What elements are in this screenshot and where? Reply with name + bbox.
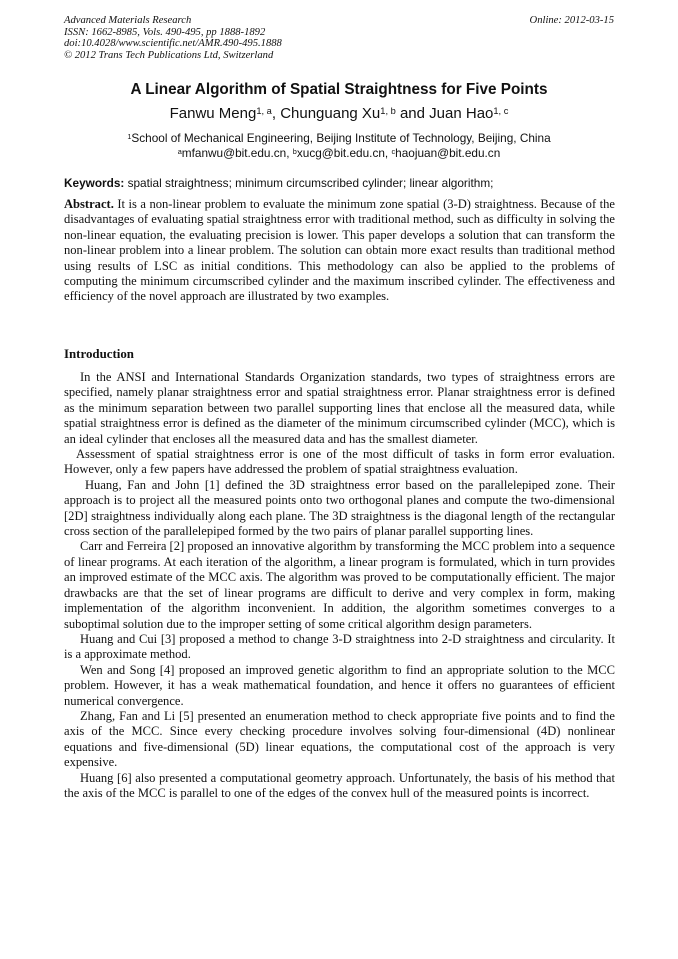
abstract-label: Abstract. [64,197,114,211]
keywords-label: Keywords: [64,176,125,190]
author-name: Juan Hao [429,105,494,122]
email-address: xucg@bit.edu.cn [296,146,385,160]
abstract-paragraph [64,197,615,305]
issn-line: ISSN: 1662-8985, Vols. 490-495, pp 1888-1892 [64,26,266,38]
email-separator: , [286,146,293,160]
keywords [64,175,624,191]
doi-line: doi:10.4028/www.scientific.net/AMR.490-495.1888 [64,38,282,50]
affiliation-text: School of Mechanical Engineering, Beijing Institute of Technology, Beijing, China [131,131,551,145]
email-mark: c [391,146,396,156]
introduction-body [64,370,615,801]
author-separator: , [271,105,281,122]
paper-title: A Linear Algorithm of Spatial Straightness for Five Points [130,81,548,98]
author-name: Chunguang Xu [280,105,381,122]
author-affil-mark: 1, a [256,105,272,116]
intro-paragraph: Wen and Song [4] proposed an improved genetic algorithm to find an appropriate solution to the MCC problem. However, it has a weak mathematical foundation, and hence it offers no guarantees of efficient numerical convergence. [64,662,615,708]
email-mark: a [177,146,182,156]
email-address: haojuan@bit.edu.cn [395,146,501,160]
keywords-text: spatial straightness; minimum circumscribed cylinder; linear algorithm; [127,176,494,190]
affiliation [0,131,678,146]
email-separator: , [384,146,392,160]
journal-header [64,15,282,61]
intro-paragraph: Huang and Cui [3] proposed a method to change 3-D straightness into 2-D straightness and circularity. It is a approximate method. [64,631,615,662]
author-name: Fanwu Meng [169,105,257,122]
online-date: Online: 2012-03-15 [529,15,614,26]
intro-paragraph: Carr and Ferreira [2] proposed an innovative algorithm by transforming the MCC problem into a sequence of linear programs. At each iteration of the algorithm, a linear program is formulated, which in turn provides an improved estimate of the MCC axis. The algorithm was proved to be computationally efficient. The major drawbacks are that the set of linear programs are difficult to derive and very complex in form, making implementation of the algorithm inconvenient. In addition, the algorithm sometimes converges to a suboptimal solution due to the improper setting of some critical algorithm design parameters. [64,539,615,631]
affiliation-mark: 1 [127,131,132,141]
abstract-text: It is a non-linear problem to evaluate the minimum zone spatial (3-D) straightness. Because of the disadvantages of evaluating spatial straightness error with traditional method, such as difficulty in solving the non-linear equation, the evaluating precision is lower. This paper develops a solution that can transform the non-linear problem into a linear problem. The solution can obtain more exact results than traditional method using results of LSC as initial conditions. This methodology can also be applied to the problems of computing the minimum circumscribed cylinder and the maximum inscribed cylinder. The effectiveness and efficiency of the novel approach are illustrated by two examples. [64,197,615,304]
section-heading: Introduction [64,347,134,361]
author-affil-mark: 1, b [380,105,396,116]
intro-paragraph: Huang, Fan and John [1] defined the 3D straightness error based on the parallelepiped zone. Their approach is to project all the measured points onto two orthogonal planes and compute the two-dimensional [2D] straightness individually along each plane. The 3D straightness is the diagonal length of the rectangular cross section of the parallelepiped formed by the two pairs of planar parallel supporting lines. [64,477,615,539]
copyright-line: © 2012 Trans Tech Publications Ltd, Switzerland [64,49,274,61]
abstract [64,197,615,305]
author-separator: and [395,105,430,122]
intro-paragraph: In the ANSI and International Standards Organization standards, two types of straightness errors are specified, namely planar straightness error and spatial straightness error. Planar straightness error is defined as the minimum separation between two parallel supporting lines that enclose all the measured data, while spatial straightness error is defined as the diameter of the minimum circumscribed cylinder (MCC), which is an ideal cylinder that encloses all the measured data and has the smallest diameter. [64,370,615,446]
author-affil-mark: 1, c [493,105,509,116]
email-address: mfanwu@bit.edu.cn [181,146,287,160]
email-line [0,146,678,161]
intro-paragraph: Zhang, Fan and Li [5] presented an enumeration method to check appropriate five points and to find the axis of the MCC. Since every checking procedure involves solving four-dimensional (4D) nonlinear equations and five-dimensional (5D) linear equations, the computational cost of the approach is very expensive. [64,708,615,770]
email-mark: b [292,146,297,156]
intro-paragraph: Huang [6] also presented a computational geometry approach. Unfortunately, the basis of his method that the axis of the MCC is parallel to one of the edges of the convex hull of the measured points is incorrect. [64,770,615,800]
journal-name: Advanced Materials Research [64,15,192,26]
author-line [0,103,678,124]
intro-paragraph: Assessment of spatial straightness error is one of the most difficult of tasks in form error evaluation. However, only a few papers have addressed the problem of spatial straightness evaluation. [64,447,615,477]
